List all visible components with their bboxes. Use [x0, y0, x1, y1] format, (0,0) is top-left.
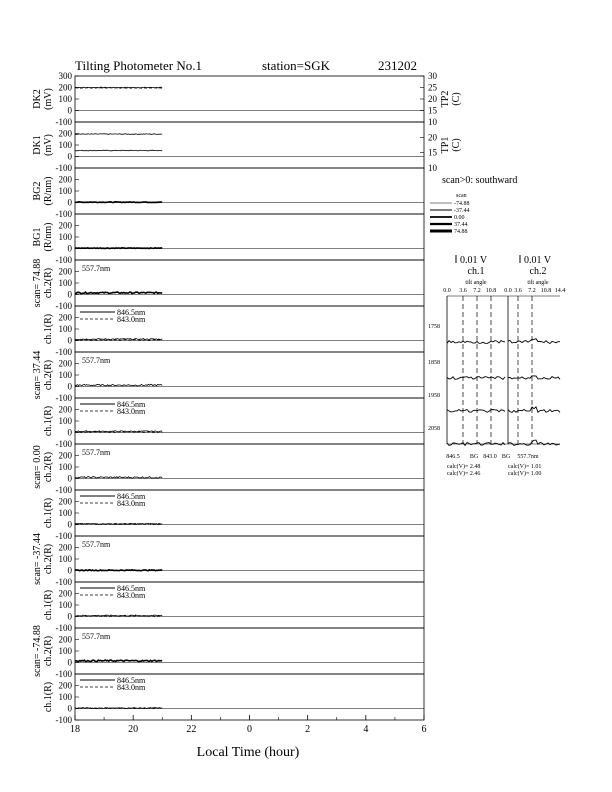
right-tick-label: 20: [428, 94, 437, 104]
channel-label: ch.2: [529, 266, 547, 277]
profile-ch1: [447, 410, 505, 413]
y-tick-label: 100: [58, 94, 72, 104]
y-tick-label: 0: [67, 381, 72, 392]
x-tick-label: 6: [421, 724, 427, 735]
y-tick-label: -100: [55, 163, 72, 173]
y-tick-label: 0: [67, 289, 72, 300]
wavelength-label: 557.7nm: [82, 448, 111, 457]
figure-title: Tilting Photometer No.1: [75, 58, 203, 73]
panel-unit: ch.2(R): [43, 635, 54, 667]
y-tick-label: 0: [67, 105, 72, 116]
y-tick-label: 200: [58, 634, 72, 645]
panel-4: [32, 259, 424, 311]
series-line: [75, 477, 162, 479]
wavelength-label: 557.7nm: [82, 540, 111, 549]
station-label: station=SGK: [262, 58, 331, 73]
tilt-tick: 7.2: [528, 288, 536, 294]
tilt-label: tilt angle: [527, 280, 549, 286]
panel-unit: (R/nm): [43, 176, 54, 206]
y-tick-label: 100: [58, 646, 72, 656]
y-tick-label: 0: [67, 565, 72, 576]
series-line: [75, 248, 162, 249]
panel-unit: (mV): [43, 134, 54, 156]
panel-label: scan= 37.44: [32, 350, 43, 400]
tilt-tick: 14.4: [554, 288, 566, 294]
right-axis-unit: (C): [451, 92, 462, 106]
panel-11: [43, 582, 424, 633]
x-axis-label: Local Time (hour): [196, 745, 300, 760]
scan-legend-label: -74.88: [454, 201, 470, 207]
panel-12: [32, 625, 424, 679]
y-tick-label: 200: [58, 266, 72, 277]
scan-legend-label: 37.44: [454, 222, 468, 228]
panel-label: scan= -74.88: [32, 625, 43, 677]
y-tick-label: 200: [58, 128, 72, 139]
legend-label: 843.0nm: [117, 591, 146, 600]
right-tick-label: 15: [428, 105, 437, 116]
calc-ch2: calc(V)= 1.01: [508, 464, 542, 470]
panel-unit: ch.2(R): [43, 359, 54, 391]
right-tick-label: 15: [428, 147, 437, 158]
y-tick-label: -100: [55, 347, 72, 357]
tilt-tick: 7.2: [473, 288, 481, 294]
y-tick-label: 0: [67, 197, 72, 208]
channel-label: ch.1: [467, 266, 485, 277]
series-line: [75, 660, 162, 661]
panel-frame: [75, 122, 424, 168]
series-line: [75, 339, 162, 340]
y-tick-label: 100: [58, 554, 72, 564]
calc-ch1: calc(V)= 2.46: [447, 471, 481, 477]
panel-label: scan= 74.88: [32, 258, 43, 308]
right-tick-label: 20: [428, 132, 437, 143]
right-axis-label: TP2: [440, 90, 451, 108]
y-tick-label: 100: [58, 600, 72, 610]
panel-0: [32, 71, 462, 127]
legend-label: 843.0nm: [117, 683, 146, 692]
panel-1: [32, 122, 462, 173]
y-tick-label: -100: [55, 439, 72, 449]
scan-legend-label: 74.88: [454, 229, 468, 235]
y-tick-label: 100: [58, 692, 72, 702]
y-tick-label: -100: [55, 485, 72, 495]
panel-unit: ch.1(R): [43, 589, 54, 621]
scan-legend-label: -37.44: [454, 208, 470, 214]
x-tick-label: 20: [128, 724, 139, 735]
panel-label: DK1: [32, 135, 43, 155]
panel-8: [32, 444, 424, 495]
right-tick-label: 10: [428, 163, 437, 173]
tilt-tick: 10.8: [540, 288, 552, 294]
y-tick-label: 200: [58, 358, 72, 369]
x-tick-label: 2: [305, 724, 311, 735]
inset-bottom-label: BG: [469, 454, 479, 460]
y-tick-label: -100: [55, 393, 72, 403]
tilt-tick: 0.0: [443, 288, 451, 294]
panel-5: [43, 306, 424, 357]
inset-bottom-label: 843.0: [483, 454, 497, 460]
panel-label: BG2: [32, 181, 43, 201]
y-tick-label: 200: [58, 450, 72, 461]
y-tick-label: -100: [55, 669, 72, 679]
y-tick-label: 0: [67, 335, 72, 346]
profile-ch2: [508, 376, 560, 380]
panel-unit: (R/nm): [43, 222, 54, 252]
legend-label: 843.0nm: [117, 499, 146, 508]
profile-ch2: [508, 407, 560, 413]
scan-legend-title: scan>0: southward: [442, 175, 518, 186]
panel-unit: ch.1(R): [43, 681, 54, 713]
series-line: [75, 292, 162, 293]
tilt-label: tilt angle: [465, 280, 487, 286]
panel-unit: ch.2(R): [43, 543, 54, 575]
panel-10: [32, 533, 424, 587]
y-tick-label: 0: [67, 611, 72, 622]
y-tick-label: -100: [55, 623, 72, 633]
wavelength-label: 557.7nm: [82, 632, 111, 641]
series-line: [75, 202, 162, 203]
y-tick-label: -100: [55, 577, 72, 587]
y-tick-label: 0: [67, 151, 72, 162]
y-tick-label: 200: [58, 312, 72, 323]
y-tick-label: 100: [58, 462, 72, 472]
y-tick-label: -100: [55, 301, 72, 311]
y-tick-label: 100: [58, 508, 72, 518]
tilt-tick: 3.6: [459, 288, 467, 294]
panel-9: [43, 490, 424, 541]
panel-6: [32, 351, 424, 403]
legend-label: 843.0nm: [117, 407, 146, 416]
series-line: [75, 134, 162, 135]
series-line: [75, 570, 162, 571]
panel-frame: [75, 444, 424, 490]
y-tick-label: 300: [58, 71, 72, 81]
y-tick-label: 0: [67, 657, 72, 668]
panel-frame: [75, 536, 424, 582]
panel-3: [32, 214, 424, 265]
y-tick-label: 200: [58, 404, 72, 415]
y-tick-label: 0: [67, 703, 72, 714]
legend-label: 846.5nm: [117, 308, 146, 317]
y-tick-label: -100: [55, 209, 72, 219]
y-tick-label: 100: [58, 324, 72, 334]
y-tick-label: 0: [67, 243, 72, 254]
x-tick-label: 22: [186, 724, 197, 735]
row-time-label: 1758: [428, 324, 440, 330]
row-time-label: 1958: [428, 393, 440, 399]
profile-ch1: [447, 377, 505, 380]
x-tick-label: 18: [70, 724, 80, 735]
y-tick-label: 100: [58, 140, 72, 150]
panel-frame: [75, 76, 424, 122]
y-tick-label: 100: [58, 232, 72, 242]
panel-stack: [32, 71, 462, 725]
panel-unit: ch.2(R): [43, 451, 54, 483]
row-time-label: 2058: [428, 426, 440, 432]
right-tick-label: 30: [428, 71, 437, 81]
panel-frame: [75, 352, 424, 398]
tilt-tick: 0.0: [504, 288, 512, 294]
tilt-tick: 10.8: [485, 288, 497, 294]
y-tick-label: 200: [58, 174, 72, 185]
y-tick-label: 200: [58, 542, 72, 553]
right-axis-unit: (C): [451, 138, 462, 152]
panel-unit: ch.1(R): [43, 405, 54, 437]
right-tick-label: 25: [428, 82, 437, 93]
y-tick-label: 0: [67, 427, 72, 438]
panel-unit: ch.1(R): [43, 313, 54, 345]
panel-label: scan= -37.44: [32, 533, 43, 585]
y-tick-label: 200: [58, 680, 72, 691]
inset-bottom-label: 846.5: [446, 454, 460, 460]
scale-label-ch2: 0.01 V: [524, 255, 552, 266]
panel-7: [43, 398, 424, 449]
legend-label: 846.5nm: [117, 676, 146, 685]
inset-bottom-label: 557.7nm: [517, 454, 539, 460]
row-time-label: 1858: [428, 360, 440, 366]
panel-unit: (mV): [43, 88, 54, 110]
series-line: [75, 384, 162, 386]
y-tick-label: -100: [55, 255, 72, 265]
y-tick-label: -100: [55, 715, 72, 725]
calc-ch1: calc(V)= 2.48: [447, 464, 481, 470]
series-line: [75, 150, 162, 151]
panel-label: BG1: [32, 227, 43, 247]
right-tick-label: 10: [428, 117, 437, 127]
panel-frame: [75, 260, 424, 306]
y-tick-label: 100: [58, 186, 72, 196]
date-label: 231202: [378, 58, 417, 73]
y-tick-label: 100: [58, 278, 72, 288]
profile-ch1: [447, 341, 505, 344]
panel-label: scan= 0.00: [32, 445, 43, 489]
scan-legend-label: 0.00: [454, 215, 465, 221]
calc-ch2: calc(V)= 1.00: [508, 471, 542, 477]
panel-label: DK2: [32, 89, 43, 109]
y-tick-label: -100: [55, 531, 72, 541]
y-tick-label: 100: [58, 416, 72, 426]
profile-ch2: [508, 440, 560, 445]
panel-frame: [75, 168, 424, 214]
panel-frame: [75, 628, 424, 674]
y-tick-label: 100: [58, 370, 72, 380]
scale-label-ch1: 0.01 V: [460, 255, 488, 266]
panel-13: [43, 674, 424, 725]
scan-legend: [430, 175, 517, 235]
panel-unit: ch.2(R): [43, 267, 54, 299]
y-tick-label: 200: [58, 220, 72, 231]
x-tick-label: 0: [247, 724, 252, 735]
scan-profile-inset: [428, 255, 565, 477]
x-tick-label: 4: [363, 724, 369, 735]
x-axis: [70, 715, 427, 735]
y-tick-label: 200: [58, 588, 72, 599]
y-tick-label: 0: [67, 519, 72, 530]
legend-label: 846.5nm: [117, 492, 146, 501]
right-axis-label: TP1: [440, 136, 451, 154]
inset-bottom-label: BG: [501, 454, 511, 460]
legend-label: 846.5nm: [117, 584, 146, 593]
y-tick-label: -100: [55, 117, 72, 127]
scan-legend-header: scan: [456, 193, 467, 199]
y-tick-label: 0: [67, 473, 72, 484]
y-tick-label: 200: [58, 496, 72, 507]
tilt-tick: 3.6: [514, 288, 522, 294]
y-tick-label: 200: [58, 82, 72, 93]
panel-unit: ch.1(R): [43, 497, 54, 529]
wavelength-label: 557.7nm: [82, 264, 111, 273]
profile-ch2: [508, 339, 560, 344]
legend-label: 843.0nm: [117, 315, 146, 324]
panel-2: [32, 168, 424, 219]
legend-label: 846.5nm: [117, 400, 146, 409]
panel-frame: [75, 214, 424, 260]
wavelength-label: 557.7nm: [82, 356, 111, 365]
